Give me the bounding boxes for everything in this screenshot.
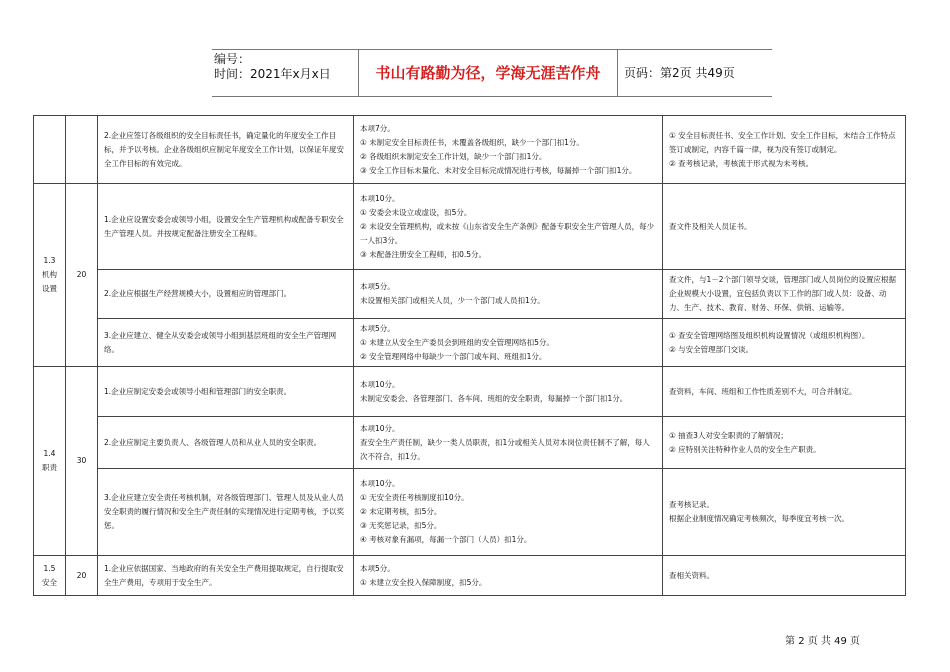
method-line: ② 未定期考核，扣5分。 [360, 507, 442, 516]
section-code: 1.4 [43, 449, 56, 458]
method-line: ② 安全管理网络中每缺少一个部门或车间、班组扣1分。 [360, 351, 547, 361]
document-number-label: 编号： [214, 52, 251, 66]
check-line: ① 查安全管理网络图及组织机构设置情况（或组织机构图）。 [669, 330, 870, 340]
method-line: ① 未建立安全投入保障制度，扣5分。 [360, 577, 487, 587]
check-cell [663, 116, 906, 184]
check-cell [663, 469, 906, 556]
standard-cell: 2.企业应根据生产经营规模大小，设置相应的管理部门。 [98, 270, 354, 319]
check-line: ① 抽查3人对安全职责的了解情况； [669, 430, 788, 440]
table-row [34, 116, 906, 184]
method-cell [354, 367, 663, 417]
header-page-info: 页码：第2页 共49页 [624, 66, 735, 80]
check-cell [663, 417, 906, 469]
method-cell [354, 319, 663, 367]
check-cell [663, 319, 906, 367]
method-line: ② 各级组织未制定安全工作计划，缺少一个部门扣1分。 [360, 151, 547, 161]
method-line: ① 无安全责任考核制度扣10分。 [360, 493, 469, 502]
method-line: 查安全生产责任制，缺少一类人员职责，扣1分或相关人员对本岗位责任制不了解，每人次不符合，扣1分。 [360, 437, 650, 461]
score-cell: 30 [66, 367, 98, 556]
method-line: ④ 考核对象有漏项，每漏一个部门（人员）扣1分。 [360, 535, 532, 544]
method-cell [354, 116, 663, 184]
section-code: 1.3 [43, 256, 56, 265]
check-line: 查文件，与1－2个部门领导交谈，管理部门或人员岗位的设置应根据企业规模大小设置，宜包括负责以下工作的部门或人员：设备、动力、生产、技术、教育、财务、环保、供销、运输等。 [669, 275, 897, 312]
method-line: 本项5分。 [360, 282, 395, 291]
method-line: ③ 无奖惩记录，扣5分。 [360, 521, 442, 530]
method-line: 本项10分。 [360, 379, 400, 389]
method-cell [354, 417, 663, 469]
method-line: ① 未建立从安全生产委员会到班组的安全管理网络扣5分。 [360, 337, 554, 347]
method-cell [354, 184, 663, 270]
method-line: ② 未设安全管理机构，或未按《山东省安全生产条例》配备专职安全生产管理人员，每少一人扣3分。 [360, 221, 655, 245]
table-row [34, 319, 906, 367]
check-line: 查文件及相关人员证书。 [669, 221, 752, 231]
section-name: 机构设置 [42, 270, 57, 293]
table-row [34, 556, 906, 596]
check-line: ① 安全目标责任书、安全工作计划、安全工作目标，未结合工作特点签订或制定，内容千篇一律，视为没有签订或制定。 [669, 130, 896, 154]
standard-cell: 1.企业应制定安委会或领导小组和管理部门的安全职责。 [98, 367, 354, 417]
page-footer: 第 2 页 共 49 页 [785, 636, 860, 647]
method-line: 本项7分。 [360, 123, 395, 133]
standard-cell: 2.企业应制定主要负责人、各级管理人员和从业人员的安全职责。 [98, 417, 354, 469]
section-cell [34, 184, 66, 367]
table-row [34, 367, 906, 417]
table-row [34, 417, 906, 469]
method-line: ③ 未配备注册安全工程师，扣0.5分。 [360, 249, 487, 259]
check-line: 根据企业制度情况确定考核频次，每季度宜考核一次。 [669, 514, 849, 523]
header-motto: 书山有路勤为径，学海无涯苦作舟 [358, 50, 618, 96]
standard-cell: 3.企业应建立、健全从安委会或领导小组到基层班组的安全生产管理网络。 [98, 319, 354, 367]
standard-cell: 3.企业应建立安全责任考核机制，对各级管理部门、管理人员及从业人员安全职责的履行情况和安全生产责任制的实现情况进行定期考核，予以奖惩。 [98, 469, 354, 556]
table-row [34, 184, 906, 270]
standard-cell: 2.企业应签订各级组织的安全目标责任书，确定量化的年度安全工作目标，并予以考核。企业各级组织应制定年度安全工作计划，以保证年度安全工作目标的有效完成。 [98, 116, 354, 184]
check-cell [663, 270, 906, 319]
section-cell [34, 556, 66, 596]
header-meta [214, 52, 331, 82]
section-name: 职责 [42, 463, 57, 472]
section-code: 1.5 [43, 563, 56, 573]
table-row [34, 469, 906, 556]
check-line: ② 查考核记录，考核流于形式视为未考核。 [669, 158, 814, 168]
page-header [212, 49, 772, 97]
section-cell [34, 367, 66, 556]
method-line: ③ 安全工作目标未量化、未对安全目标完成情况进行考核，每漏掉一个部门扣1分。 [360, 165, 637, 175]
check-line: ② 与安全管理部门交谈。 [669, 344, 754, 354]
standards-table [33, 115, 906, 596]
check-line: 查考核记录。 [669, 500, 714, 509]
method-line: ① 安委会未设立或虚设，扣5分。 [360, 207, 472, 217]
method-line: 未制定安委会、各管理部门、各车间、班组的安全职责，每漏掉一个部门扣1分。 [360, 393, 628, 403]
check-cell [663, 556, 906, 596]
table-row [34, 270, 906, 319]
section-name: 安全 [42, 577, 57, 587]
standard-cell: 1.企业应设置安委会或领导小组，设置安全生产管理机构或配备专职安全生产管理人员。并按规定配备注册安全工程师。 [98, 184, 354, 270]
check-cell [663, 184, 906, 270]
method-cell [354, 469, 663, 556]
method-line: 本项10分。 [360, 479, 400, 488]
check-line: 查资料，车间、班组和工作性质差别不大，可合并制定。 [669, 386, 857, 396]
score-cell: 20 [66, 556, 98, 596]
check-line: 查相关资料。 [669, 570, 714, 580]
score-cell: 20 [66, 184, 98, 367]
method-line: 本项5分。 [360, 323, 395, 333]
method-cell [354, 270, 663, 319]
method-cell [354, 556, 663, 596]
section-cell [34, 116, 66, 184]
method-line: ① 未制定安全目标责任书，未覆盖各级组织，缺少一个部门扣1分。 [360, 137, 584, 147]
document-time: 时间：2021年x月x日 [214, 67, 331, 81]
standard-cell: 1.企业应依据国家、当地政府的有关安全生产费用提取规定，自行提取安全生产费用，专项用于安全生产。 [98, 556, 354, 596]
method-line: 本项5分。 [360, 563, 395, 573]
method-line: 本项10分。 [360, 193, 400, 203]
check-cell [663, 367, 906, 417]
method-line: 本项10分。 [360, 423, 400, 433]
score-cell [66, 116, 98, 184]
method-line: 未设置相关部门或相关人员，少一个部门或人员扣1分。 [360, 296, 545, 305]
check-line: ② 应特别关注特种作业人员的安全生产职责。 [669, 444, 821, 454]
